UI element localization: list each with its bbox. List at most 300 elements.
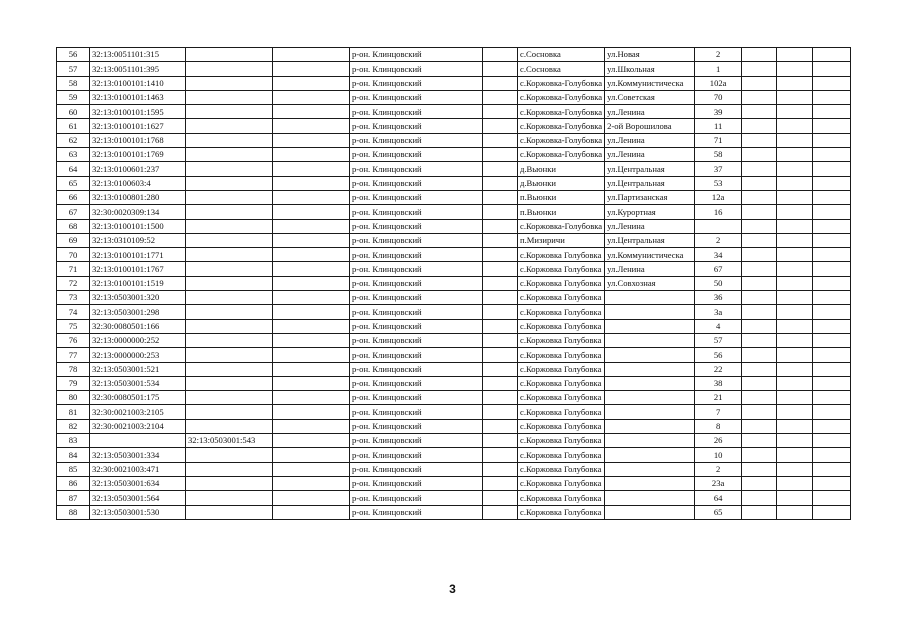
empty-cell — [483, 205, 518, 219]
empty-cell — [777, 505, 813, 519]
empty-cell — [813, 148, 851, 162]
register-table — [56, 47, 851, 520]
alternate-cadastral-number-cell — [186, 48, 273, 62]
table-row — [57, 248, 851, 262]
cadastral-number-cell: 32:30:0021003:471 — [90, 462, 186, 476]
cadastral-number-cell: 32:13:0100101:1463 — [90, 90, 186, 104]
alternate-cadastral-number-cell — [186, 248, 273, 262]
row-number-cell: 63 — [57, 148, 90, 162]
empty-cell — [483, 248, 518, 262]
row-number-cell: 61 — [57, 119, 90, 133]
empty-cell — [273, 233, 350, 247]
alternate-cadastral-number-cell — [186, 90, 273, 104]
cadastral-number-cell: 32:13:0503001:534 — [90, 376, 186, 390]
settlement-cell: с.Коржовка Голубовка — [518, 391, 605, 405]
empty-cell — [483, 348, 518, 362]
district-cell: р-он. Клинцовский — [350, 48, 483, 62]
empty-cell — [742, 333, 777, 347]
alternate-cadastral-number-cell — [186, 305, 273, 319]
empty-cell — [273, 434, 350, 448]
empty-cell — [483, 62, 518, 76]
empty-cell — [273, 205, 350, 219]
empty-cell — [777, 491, 813, 505]
empty-cell — [273, 76, 350, 90]
settlement-cell: с.Коржовка Голубовка — [518, 405, 605, 419]
empty-cell — [813, 376, 851, 390]
alternate-cadastral-number-cell — [186, 76, 273, 90]
empty-cell — [777, 219, 813, 233]
settlement-cell: с.Коржовка-Голубовка — [518, 148, 605, 162]
street-cell: ул.Партизанская — [605, 190, 695, 204]
settlement-cell: с.Сосновка — [518, 48, 605, 62]
empty-cell — [777, 476, 813, 490]
empty-cell — [483, 391, 518, 405]
empty-cell — [777, 62, 813, 76]
cadastral-number-cell: 32:13:0503001:564 — [90, 491, 186, 505]
empty-cell — [483, 48, 518, 62]
row-number-cell: 71 — [57, 262, 90, 276]
empty-cell — [273, 362, 350, 376]
alternate-cadastral-number-cell — [186, 262, 273, 276]
row-number-cell: 84 — [57, 448, 90, 462]
empty-cell — [273, 476, 350, 490]
empty-cell — [483, 219, 518, 233]
empty-cell — [777, 305, 813, 319]
empty-cell — [777, 448, 813, 462]
empty-cell — [813, 205, 851, 219]
empty-cell — [777, 391, 813, 405]
district-cell: р-он. Клинцовский — [350, 233, 483, 247]
page-number: 3 — [449, 582, 456, 596]
settlement-cell: с.Коржовка Голубовка — [518, 305, 605, 319]
row-number-cell: 77 — [57, 348, 90, 362]
house-number-cell: 2 — [695, 48, 742, 62]
street-cell: ул.Центральная — [605, 176, 695, 190]
empty-cell — [742, 348, 777, 362]
empty-cell — [483, 505, 518, 519]
house-number-cell: 12а — [695, 190, 742, 204]
empty-cell — [777, 276, 813, 290]
empty-cell — [483, 162, 518, 176]
empty-cell — [813, 190, 851, 204]
alternate-cadastral-number-cell — [186, 190, 273, 204]
street-cell — [605, 491, 695, 505]
table-row — [57, 462, 851, 476]
empty-cell — [777, 176, 813, 190]
house-number-cell: 71 — [695, 133, 742, 147]
empty-cell — [813, 233, 851, 247]
empty-cell — [813, 176, 851, 190]
district-cell: р-он. Клинцовский — [350, 491, 483, 505]
alternate-cadastral-number-cell — [186, 162, 273, 176]
empty-cell — [742, 276, 777, 290]
house-number-cell: 4 — [695, 319, 742, 333]
settlement-cell: с.Коржовка Голубовка — [518, 376, 605, 390]
alternate-cadastral-number-cell — [186, 462, 273, 476]
district-cell: р-он. Клинцовский — [350, 205, 483, 219]
street-cell — [605, 348, 695, 362]
settlement-cell: с.Коржовка-Голубовка — [518, 219, 605, 233]
settlement-cell: с.Коржовка Голубовка — [518, 276, 605, 290]
table-row — [57, 62, 851, 76]
alternate-cadastral-number-cell — [186, 505, 273, 519]
cadastral-number-cell: 32:13:0100101:1771 — [90, 248, 186, 262]
row-number-cell: 82 — [57, 419, 90, 433]
street-cell — [605, 319, 695, 333]
cadastral-number-cell: 32:13:0503001:334 — [90, 448, 186, 462]
street-cell — [605, 376, 695, 390]
empty-cell — [813, 448, 851, 462]
empty-cell — [483, 376, 518, 390]
table-row — [57, 190, 851, 204]
empty-cell — [273, 105, 350, 119]
house-number-cell: 57 — [695, 333, 742, 347]
district-cell: р-он. Клинцовский — [350, 90, 483, 104]
empty-cell — [742, 419, 777, 433]
house-number-cell: 7 — [695, 405, 742, 419]
settlement-cell: с.Коржовка Голубовка — [518, 491, 605, 505]
alternate-cadastral-number-cell: 32:13:0503001:543 — [186, 434, 273, 448]
empty-cell — [813, 133, 851, 147]
settlement-cell: с.Коржовка Голубовка — [518, 319, 605, 333]
street-cell — [605, 391, 695, 405]
empty-cell — [483, 333, 518, 347]
street-cell: ул.Ленина — [605, 219, 695, 233]
district-cell: р-он. Клинцовский — [350, 434, 483, 448]
empty-cell — [777, 76, 813, 90]
empty-cell — [273, 419, 350, 433]
row-number-cell: 74 — [57, 305, 90, 319]
empty-cell — [742, 219, 777, 233]
empty-cell — [777, 333, 813, 347]
empty-cell — [813, 333, 851, 347]
alternate-cadastral-number-cell — [186, 219, 273, 233]
empty-cell — [273, 305, 350, 319]
empty-cell — [483, 305, 518, 319]
table-row — [57, 376, 851, 390]
table-row — [57, 162, 851, 176]
street-cell — [605, 362, 695, 376]
district-cell: р-он. Клинцовский — [350, 348, 483, 362]
cadastral-number-cell: 32:13:0100101:1768 — [90, 133, 186, 147]
street-cell: ул.Коммунистическа — [605, 76, 695, 90]
district-cell: р-он. Клинцовский — [350, 162, 483, 176]
cadastral-number-cell — [90, 434, 186, 448]
empty-cell — [742, 448, 777, 462]
empty-cell — [777, 119, 813, 133]
empty-cell — [273, 133, 350, 147]
table-row — [57, 476, 851, 490]
table-row — [57, 133, 851, 147]
cadastral-number-cell: 32:13:0100101:1410 — [90, 76, 186, 90]
row-number-cell: 57 — [57, 62, 90, 76]
alternate-cadastral-number-cell — [186, 291, 273, 305]
empty-cell — [777, 405, 813, 419]
district-cell: р-он. Клинцовский — [350, 376, 483, 390]
cadastral-number-cell: 32:13:0100101:1595 — [90, 105, 186, 119]
table-row — [57, 333, 851, 347]
district-cell: р-он. Клинцовский — [350, 419, 483, 433]
alternate-cadastral-number-cell — [186, 62, 273, 76]
street-cell — [605, 448, 695, 462]
alternate-cadastral-number-cell — [186, 176, 273, 190]
empty-cell — [273, 262, 350, 276]
empty-cell — [742, 76, 777, 90]
empty-cell — [742, 105, 777, 119]
empty-cell — [742, 491, 777, 505]
house-number-cell: 10 — [695, 448, 742, 462]
settlement-cell: с.Коржовка Голубовка — [518, 291, 605, 305]
empty-cell — [483, 362, 518, 376]
alternate-cadastral-number-cell — [186, 448, 273, 462]
table-row — [57, 276, 851, 290]
row-number-cell: 59 — [57, 90, 90, 104]
empty-cell — [813, 62, 851, 76]
table-row — [57, 105, 851, 119]
empty-cell — [813, 476, 851, 490]
empty-cell — [742, 476, 777, 490]
street-cell: ул.Коммунистическа — [605, 248, 695, 262]
empty-cell — [742, 405, 777, 419]
settlement-cell: п.Вьюнки — [518, 190, 605, 204]
settlement-cell: с.Коржовка-Голубовка — [518, 90, 605, 104]
empty-cell — [483, 434, 518, 448]
settlement-cell: с.Коржовка Голубовка — [518, 505, 605, 519]
house-number-cell: 34 — [695, 248, 742, 262]
row-number-cell: 75 — [57, 319, 90, 333]
street-cell: ул.Ленина — [605, 105, 695, 119]
empty-cell — [273, 48, 350, 62]
house-number-cell: 37 — [695, 162, 742, 176]
table-row — [57, 348, 851, 362]
empty-cell — [483, 319, 518, 333]
alternate-cadastral-number-cell — [186, 105, 273, 119]
settlement-cell: с.Коржовка Голубовка — [518, 476, 605, 490]
empty-cell — [813, 391, 851, 405]
house-number-cell: 8 — [695, 419, 742, 433]
district-cell: р-он. Клинцовский — [350, 176, 483, 190]
alternate-cadastral-number-cell — [186, 405, 273, 419]
cadastral-number-cell: 32:30:0021003:2105 — [90, 405, 186, 419]
row-number-cell: 83 — [57, 434, 90, 448]
settlement-cell: с.Коржовка Голубовка — [518, 448, 605, 462]
empty-cell — [742, 376, 777, 390]
empty-cell — [742, 462, 777, 476]
table-row — [57, 434, 851, 448]
empty-cell — [813, 90, 851, 104]
cadastral-number-cell: 32:30:0080501:166 — [90, 319, 186, 333]
empty-cell — [777, 248, 813, 262]
street-cell: ул.Школьная — [605, 62, 695, 76]
empty-cell — [742, 190, 777, 204]
house-number-cell: 36 — [695, 291, 742, 305]
table-row — [57, 119, 851, 133]
alternate-cadastral-number-cell — [186, 333, 273, 347]
row-number-cell: 60 — [57, 105, 90, 119]
empty-cell — [777, 291, 813, 305]
alternate-cadastral-number-cell — [186, 205, 273, 219]
settlement-cell: с.Коржовка-Голубовка — [518, 105, 605, 119]
empty-cell — [742, 148, 777, 162]
empty-cell — [483, 448, 518, 462]
empty-cell — [777, 362, 813, 376]
table-row — [57, 405, 851, 419]
cadastral-number-cell: 32:13:0100101:1627 — [90, 119, 186, 133]
alternate-cadastral-number-cell — [186, 348, 273, 362]
street-cell: 2-ой Ворошилова — [605, 119, 695, 133]
empty-cell — [813, 491, 851, 505]
house-number-cell: 50 — [695, 276, 742, 290]
settlement-cell: с.Коржовка Голубовка — [518, 262, 605, 276]
table-row — [57, 391, 851, 405]
empty-cell — [483, 190, 518, 204]
empty-cell — [273, 90, 350, 104]
row-number-cell: 79 — [57, 376, 90, 390]
row-number-cell: 87 — [57, 491, 90, 505]
cadastral-number-cell: 32:30:0021003:2104 — [90, 419, 186, 433]
alternate-cadastral-number-cell — [186, 476, 273, 490]
empty-cell — [813, 319, 851, 333]
district-cell: р-он. Клинцовский — [350, 448, 483, 462]
row-number-cell: 67 — [57, 205, 90, 219]
alternate-cadastral-number-cell — [186, 133, 273, 147]
settlement-cell: с.Коржовка-Голубовка — [518, 119, 605, 133]
empty-cell — [813, 105, 851, 119]
empty-cell — [813, 48, 851, 62]
settlement-cell: п.Вьюнки — [518, 205, 605, 219]
district-cell: р-он. Клинцовский — [350, 148, 483, 162]
empty-cell — [273, 405, 350, 419]
alternate-cadastral-number-cell — [186, 391, 273, 405]
settlement-cell: с.Коржовка Голубовка — [518, 434, 605, 448]
house-number-cell: 22 — [695, 362, 742, 376]
empty-cell — [273, 333, 350, 347]
alternate-cadastral-number-cell — [186, 362, 273, 376]
empty-cell — [742, 248, 777, 262]
table-row — [57, 176, 851, 190]
alternate-cadastral-number-cell — [186, 233, 273, 247]
empty-cell — [777, 434, 813, 448]
empty-cell — [813, 76, 851, 90]
empty-cell — [777, 419, 813, 433]
empty-cell — [273, 219, 350, 233]
row-number-cell: 58 — [57, 76, 90, 90]
table-row — [57, 305, 851, 319]
empty-cell — [742, 291, 777, 305]
house-number-cell: 3а — [695, 305, 742, 319]
empty-cell — [483, 133, 518, 147]
empty-cell — [483, 148, 518, 162]
district-cell: р-он. Клинцовский — [350, 505, 483, 519]
street-cell: ул.Ленина — [605, 133, 695, 147]
table-row — [57, 219, 851, 233]
row-number-cell: 62 — [57, 133, 90, 147]
empty-cell — [813, 119, 851, 133]
empty-cell — [777, 190, 813, 204]
house-number-cell: 39 — [695, 105, 742, 119]
house-number-cell: 102а — [695, 76, 742, 90]
empty-cell — [777, 462, 813, 476]
empty-cell — [742, 62, 777, 76]
house-number-cell: 53 — [695, 176, 742, 190]
empty-cell — [777, 148, 813, 162]
district-cell: р-он. Клинцовский — [350, 462, 483, 476]
cadastral-number-cell: 32:13:0503001:530 — [90, 505, 186, 519]
district-cell: р-он. Клинцовский — [350, 305, 483, 319]
house-number-cell: 70 — [695, 90, 742, 104]
empty-cell — [273, 148, 350, 162]
alternate-cadastral-number-cell — [186, 376, 273, 390]
empty-cell — [483, 476, 518, 490]
house-number-cell: 23а — [695, 476, 742, 490]
district-cell: р-он. Клинцовский — [350, 391, 483, 405]
street-cell — [605, 291, 695, 305]
empty-cell — [273, 248, 350, 262]
district-cell: р-он. Клинцовский — [350, 133, 483, 147]
row-number-cell: 56 — [57, 48, 90, 62]
empty-cell — [273, 448, 350, 462]
district-cell: р-он. Клинцовский — [350, 76, 483, 90]
empty-cell — [777, 376, 813, 390]
empty-cell — [742, 505, 777, 519]
table-row — [57, 205, 851, 219]
empty-cell — [483, 176, 518, 190]
street-cell: ул.Центральная — [605, 162, 695, 176]
street-cell — [605, 476, 695, 490]
empty-cell — [742, 90, 777, 104]
street-cell — [605, 434, 695, 448]
empty-cell — [777, 262, 813, 276]
empty-cell — [483, 462, 518, 476]
cadastral-number-cell: 32:13:0000000:252 — [90, 333, 186, 347]
district-cell: р-он. Клинцовский — [350, 248, 483, 262]
empty-cell — [483, 76, 518, 90]
settlement-cell: с.Коржовка Голубовка — [518, 462, 605, 476]
row-number-cell: 64 — [57, 162, 90, 176]
house-number-cell: 64 — [695, 491, 742, 505]
district-cell: р-он. Клинцовский — [350, 276, 483, 290]
cadastral-number-cell: 32:13:0100101:1500 — [90, 219, 186, 233]
row-number-cell: 80 — [57, 391, 90, 405]
settlement-cell: с.Коржовка Голубовка — [518, 248, 605, 262]
empty-cell — [273, 376, 350, 390]
empty-cell — [813, 305, 851, 319]
table-row — [57, 505, 851, 519]
empty-cell — [742, 205, 777, 219]
house-number-cell: 1 — [695, 62, 742, 76]
row-number-cell: 73 — [57, 291, 90, 305]
empty-cell — [273, 491, 350, 505]
table-row — [57, 90, 851, 104]
empty-cell — [273, 391, 350, 405]
empty-cell — [777, 90, 813, 104]
empty-cell — [813, 362, 851, 376]
empty-cell — [483, 119, 518, 133]
row-number-cell: 81 — [57, 405, 90, 419]
empty-cell — [483, 105, 518, 119]
empty-cell — [742, 233, 777, 247]
cadastral-number-cell: 32:13:0000000:253 — [90, 348, 186, 362]
district-cell: р-он. Клинцовский — [350, 62, 483, 76]
empty-cell — [813, 291, 851, 305]
settlement-cell: с.Коржовка Голубовка — [518, 419, 605, 433]
alternate-cadastral-number-cell — [186, 319, 273, 333]
house-number-cell: 56 — [695, 348, 742, 362]
empty-cell — [777, 133, 813, 147]
district-cell: р-он. Клинцовский — [350, 476, 483, 490]
cadastral-number-cell: 32:13:0503001:521 — [90, 362, 186, 376]
empty-cell — [813, 434, 851, 448]
